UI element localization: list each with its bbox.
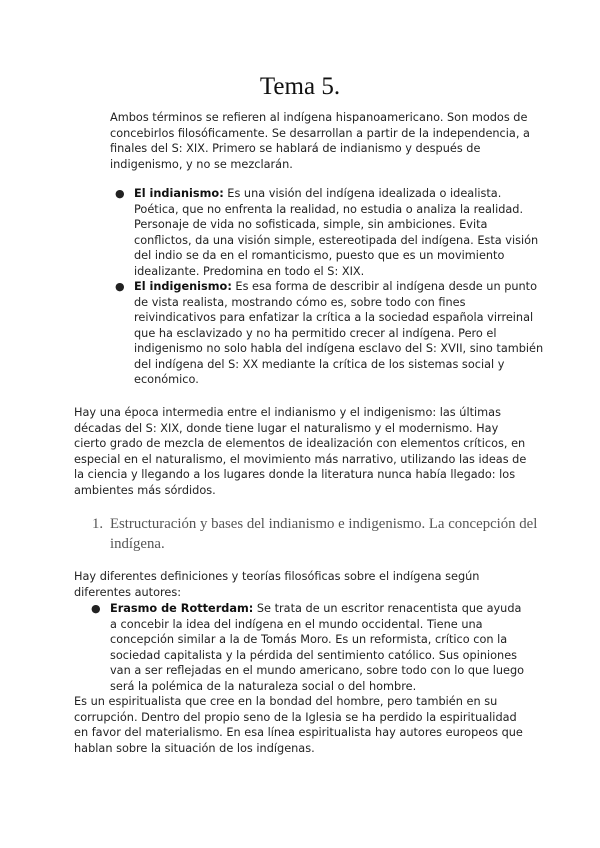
bullet-icon: ● — [115, 187, 125, 200]
list-item — [115, 186, 544, 279]
section-number: 1. — [92, 516, 104, 532]
bullet-icon: ● — [115, 280, 125, 293]
list-item — [91, 601, 530, 694]
spiritualist-paragraph: Es un espiritualista que cree en la bondad del hombre, pero también en su corrupción. Dentro del propio seno de la Iglesia se ha perdido la espiritualidad en favor del materialismo. En esa línea espiritualista hay autores europeos que hablan sobre la situación de los indígenas. — [74, 695, 523, 755]
list-item-text: Es esa forma de describir al indígena desde un punto de vista realista, mostrando cómo es, sobre todo con fines reivindicativos para enfatizar la crítica a la sociedad española virreinal que ha esclavizado y no ha permitido crecer al indígena. Pero el indigenismo no solo habla del indígena esclavo del S: XVII, sino también del indígena del S: XX mediante la crítica de los sistemas social y económico. — [134, 280, 544, 386]
page-title: Tema 5. — [259, 73, 341, 100]
section-heading — [92, 514, 552, 554]
list-item-term: El indianismo: — [134, 187, 224, 200]
intro-paragraph: Ambos términos se refieren al indígena hispanoamericano. Son modos de concebirlos filosóficamente. Se desarrollan a partir de la independencia, a finales del S: XIX. Primero se hablará de indianismo y después de indigenismo, y no se mezclarán. — [110, 111, 530, 171]
authors-intro-paragraph: Hay diferentes definiciones y teorías filosóficas sobre el indígena según diferentes autores: — [74, 570, 480, 599]
authors-list — [91, 601, 530, 694]
section-title: Estructuración y bases del indianismo e indigenismo. La concepción del indígena. — [110, 516, 538, 552]
list-item — [115, 279, 544, 388]
intermediate-paragraph: Hay una época intermedia entre el indianismo y el indigenismo: las últimas décadas del S: XIX, donde tiene lugar el naturalismo y el modernismo. Hay cierto grado de mezcla de elementos de idealización con elementos críticos, en especial en el naturalismo, el movimiento más narrativo, utilizando las ideas de la ciencia y llegando a los lugares donde la literatura nunca había llegado: los ambientes más sórdidos. — [74, 406, 527, 497]
list-item-term: El indigenismo: — [134, 280, 232, 293]
bullet-icon: ● — [91, 602, 101, 615]
definitions-list — [115, 186, 544, 388]
list-item-term: Erasmo de Rotterdam: — [110, 602, 254, 615]
list-item-text: Es una visión del indígena idealizada o idealista. Poética, que no enfrenta la realidad, no estudia o analiza la realidad. Personaje de vida no sofisticada, simple, sin ambiciones. Evita conflictos, da una visión simple, estereotipada del indígena. Esta visión del indio se da en el romanticismo, puesto que es un movimiento idealizante. Predomina en todo el S: XIX. — [134, 187, 539, 278]
list-item-text: Se trata de un escritor renacentista que ayuda a concebir la idea del indígena en el mundo occidental. Tiene una concepción similar a la de Tomás Moro. Es un reformista, crítico con la sociedad capitalista y la pérdida del sentimiento católico. Sus opiniones van a ser reflejadas en el mundo americano, sobre todo con lo que luego será la polémica de la naturaleza social o del hombre. — [110, 602, 525, 693]
